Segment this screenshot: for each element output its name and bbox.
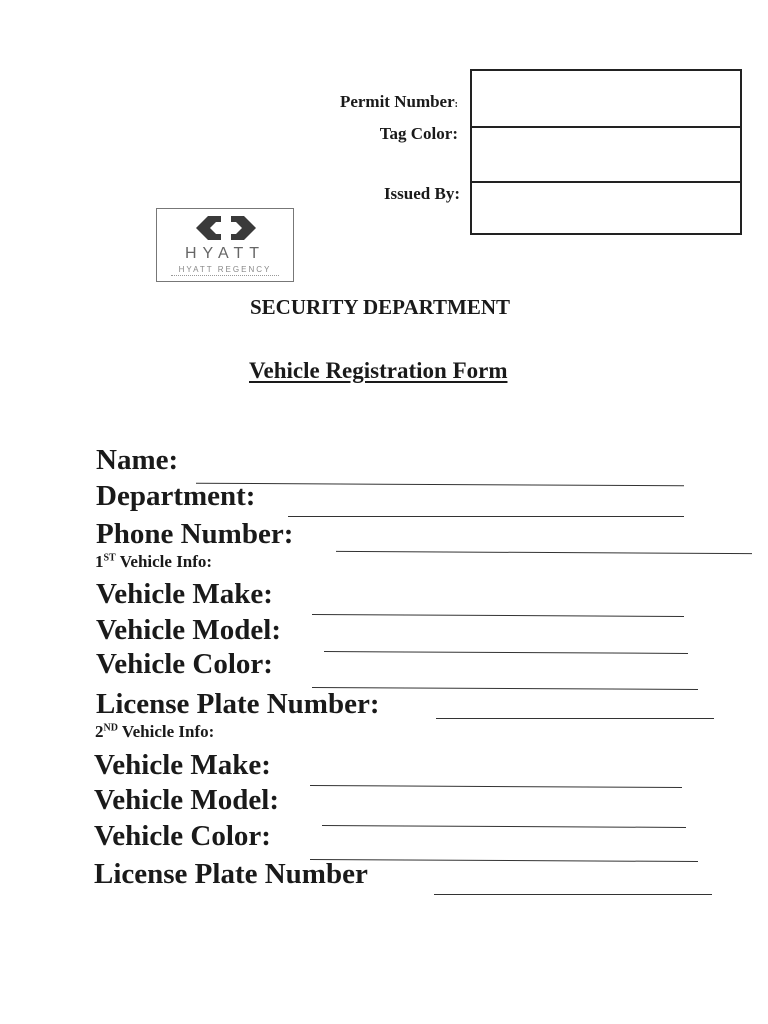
hyatt-emblem-icon — [194, 213, 258, 243]
vehicle1-plate-field[interactable] — [436, 718, 714, 719]
form-title: Vehicle Registration Form — [249, 358, 508, 383]
phone-label: Phone Number: — [96, 518, 294, 550]
department-label: Department: — [96, 480, 256, 512]
vehicle2-color-field[interactable] — [310, 859, 698, 862]
hyatt-logo — [156, 208, 294, 282]
logo-wordmark: HYATT — [184, 245, 266, 262]
vehicle1-make-field[interactable] — [312, 614, 684, 617]
issued-by-label: Issued By: — [383, 184, 460, 203]
vehicle1-color-label: Vehicle Color: — [96, 648, 273, 680]
phone-field[interactable] — [336, 551, 752, 554]
vehicle1-plate-label: License Plate Number: — [96, 688, 380, 720]
vehicle1-make-label: Vehicle Make: — [96, 578, 273, 610]
vehicle2-model-label: Vehicle Model: — [94, 784, 279, 816]
issued-by-field[interactable] — [472, 181, 740, 233]
vehicle2-color-label: Vehicle Color: — [94, 820, 271, 852]
vehicle2-model-field[interactable] — [322, 825, 686, 828]
vehicle2-plate-field[interactable] — [434, 894, 712, 895]
tag-color-field[interactable] — [472, 126, 740, 183]
logo-tagline: HYATT REGENCY — [178, 265, 272, 274]
department-heading: SECURITY DEPARTMENT — [250, 295, 511, 319]
vehicle1-model-label: Vehicle Model: — [96, 614, 281, 646]
tag-color-label: Tag Color: — [379, 124, 458, 143]
permit-number-field[interactable] — [472, 71, 740, 128]
permit-number-label: Permit Number: — [339, 92, 458, 111]
department-field[interactable] — [288, 516, 684, 517]
vehicle2-make-label: Vehicle Make: — [94, 749, 271, 781]
name-label: Name: — [96, 444, 179, 476]
vehicle1-heading: 1ST Vehicle Info: — [95, 552, 213, 571]
name-field[interactable] — [196, 483, 684, 487]
permit-box — [470, 69, 742, 235]
vehicle2-heading: 2ND Vehicle Info: — [95, 722, 215, 741]
vehicle2-make-field[interactable] — [310, 785, 682, 788]
vehicle2-plate-label: License Plate Number — [94, 858, 368, 890]
vehicle1-model-field[interactable] — [324, 651, 688, 654]
